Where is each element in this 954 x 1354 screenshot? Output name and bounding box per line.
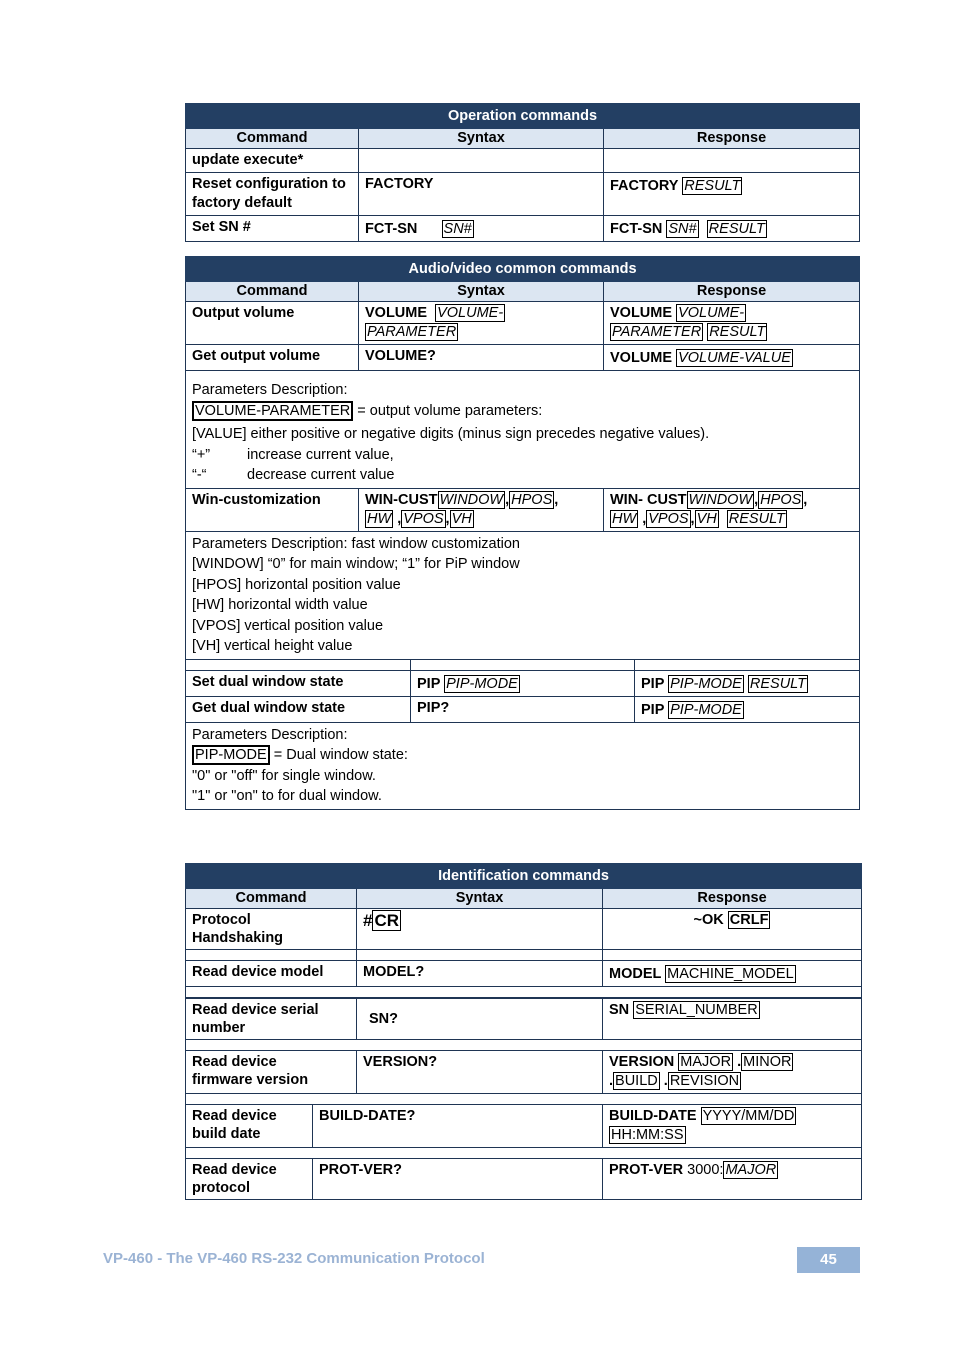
command-cell: Read device build date bbox=[186, 1105, 313, 1148]
table-row bbox=[186, 1159, 862, 1200]
command-cell: Win-customization bbox=[186, 488, 359, 531]
command-cell: Read device serial number bbox=[186, 998, 357, 1040]
response-cell: VOLUME VOLUME- PARAMETER RESULT bbox=[604, 302, 860, 345]
response-cell: PIP PIP-MODE RESULT bbox=[635, 670, 860, 696]
param-box: RESULT bbox=[684, 178, 741, 194]
syntax-cell: BUILD-DATE? bbox=[313, 1105, 603, 1148]
audio-video-commands-table bbox=[185, 256, 860, 810]
response-cell: BUILD-DATE YYYY/MM/DD HH:MM:SS bbox=[603, 1105, 862, 1148]
syntax-cell bbox=[359, 149, 604, 173]
syntax-cell: PROT-VER? bbox=[313, 1159, 603, 1200]
parameters-description: Parameters Description: VOLUME-PARAMETER = output volume parameters: [VALUE] either positive or negative digits (minus sign precedes negative values). “+” increase current value, “-“ decrease current value bbox=[186, 371, 860, 489]
command-cell: Reset configuration to factory default bbox=[186, 173, 359, 216]
response-cell: MODEL MACHINE_MODEL bbox=[603, 961, 862, 987]
table-row bbox=[186, 345, 860, 371]
param-box: SN# bbox=[443, 221, 472, 237]
table-row bbox=[186, 696, 860, 722]
command-cell: Get output volume bbox=[186, 345, 359, 371]
syntax-cell: PIP? bbox=[411, 696, 635, 722]
footer-title: VP-460 - The VP-460 RS-232 Communication Protocol bbox=[103, 1250, 485, 1267]
response-cell: ~OK CRLF bbox=[603, 909, 862, 950]
table-row bbox=[186, 216, 860, 242]
table-row bbox=[186, 670, 860, 696]
response-cell bbox=[604, 149, 860, 173]
col-header-syntax: Syntax bbox=[359, 129, 604, 149]
response-cell: PROT-VER 3000: MAJOR bbox=[603, 1159, 862, 1200]
command-cell: Read device firmware version bbox=[186, 1051, 357, 1094]
syntax-cell: FCT-SN SN# bbox=[359, 216, 604, 242]
command-cell: Set SN # bbox=[186, 216, 359, 242]
parameters-description: Parameters Description: fast window customization [WINDOW] “0” for main window; “1” for PiP window [HPOS] horizontal position value [HW] horizontal width value [VPOS] vertical position value [VH] vertical height value bbox=[186, 531, 860, 659]
col-header-response: Response bbox=[604, 282, 860, 302]
table-row bbox=[186, 1105, 862, 1148]
syntax-cell: WIN-CUST WINDOW , HPOS , HW , VPOS , VH bbox=[359, 488, 604, 531]
command-cell: update execute* bbox=[186, 149, 359, 173]
audio-table-title: Audio/video common commands bbox=[186, 257, 860, 282]
command-cell: Protocol Handshaking bbox=[186, 909, 357, 950]
syntax-cell: SN? bbox=[357, 998, 603, 1040]
param-box: VOLUME-PARAMETER bbox=[192, 401, 353, 421]
operation-table-title: Operation commands bbox=[186, 104, 860, 129]
param-box: SN# bbox=[668, 221, 697, 237]
syntax-cell: PIP PIP-MODE bbox=[411, 670, 635, 696]
response-cell: VERSION MAJOR . MINOR . BUILD . REVISION bbox=[603, 1051, 862, 1094]
command-cell: Read device protocol bbox=[186, 1159, 313, 1200]
page-number: 45 bbox=[797, 1247, 860, 1273]
table-row bbox=[186, 1051, 862, 1094]
command-cell: Set dual window state bbox=[186, 670, 411, 696]
table-row bbox=[186, 998, 862, 1040]
syntax-cell: VOLUME? bbox=[359, 345, 604, 371]
col-header-syntax: Syntax bbox=[357, 889, 603, 909]
response-cell: SN SERIAL_NUMBER bbox=[603, 998, 862, 1040]
response-cell: WIN- CUST WINDOW , HPOS , HW , VPOS , VH RESULT bbox=[604, 488, 860, 531]
spacer-row bbox=[186, 659, 860, 670]
identification-commands-table bbox=[185, 863, 862, 1200]
spacer-row bbox=[186, 1094, 862, 1105]
spacer-row bbox=[186, 1040, 862, 1051]
command-cell: Read device model bbox=[186, 961, 357, 987]
table-row bbox=[186, 302, 860, 345]
syntax-cell: FACTORY bbox=[359, 173, 604, 216]
spacer-row bbox=[186, 1148, 862, 1159]
syntax-cell: # CR bbox=[357, 909, 603, 950]
col-header-command: Command bbox=[186, 129, 359, 149]
spacer-row bbox=[186, 950, 862, 961]
spacer-row bbox=[186, 987, 862, 999]
table-row bbox=[186, 909, 862, 950]
operation-commands-table bbox=[185, 103, 860, 242]
response-cell: FACTORY RESULT bbox=[604, 173, 860, 216]
syntax-cell: VERSION? bbox=[357, 1051, 603, 1094]
table-row bbox=[186, 173, 860, 216]
table-row bbox=[186, 149, 860, 173]
param-box: RESULT bbox=[708, 221, 765, 237]
col-header-syntax: Syntax bbox=[359, 282, 604, 302]
ident-table-title: Identification commands bbox=[186, 864, 862, 889]
table-row bbox=[186, 961, 862, 987]
col-header-command: Command bbox=[186, 282, 359, 302]
response-cell: FCT-SN SN# RESULT bbox=[604, 216, 860, 242]
param-box: PIP-MODE bbox=[192, 745, 270, 765]
table-row bbox=[186, 488, 860, 531]
syntax-cell: VOLUME VOLUME- PARAMETER bbox=[359, 302, 604, 345]
parameters-description: Parameters Description: PIP-MODE = Dual window state: "0" or "off" for single window. "1" or "on" to for dual window. bbox=[186, 722, 860, 809]
response-cell: VOLUME VOLUME-VALUE bbox=[604, 345, 860, 371]
command-cell: Output volume bbox=[186, 302, 359, 345]
command-cell: Get dual window state bbox=[186, 696, 411, 722]
response-cell: PIP PIP-MODE bbox=[635, 696, 860, 722]
col-header-response: Response bbox=[603, 889, 862, 909]
syntax-cell: MODEL? bbox=[357, 961, 603, 987]
col-header-response: Response bbox=[604, 129, 860, 149]
col-header-command: Command bbox=[186, 889, 357, 909]
